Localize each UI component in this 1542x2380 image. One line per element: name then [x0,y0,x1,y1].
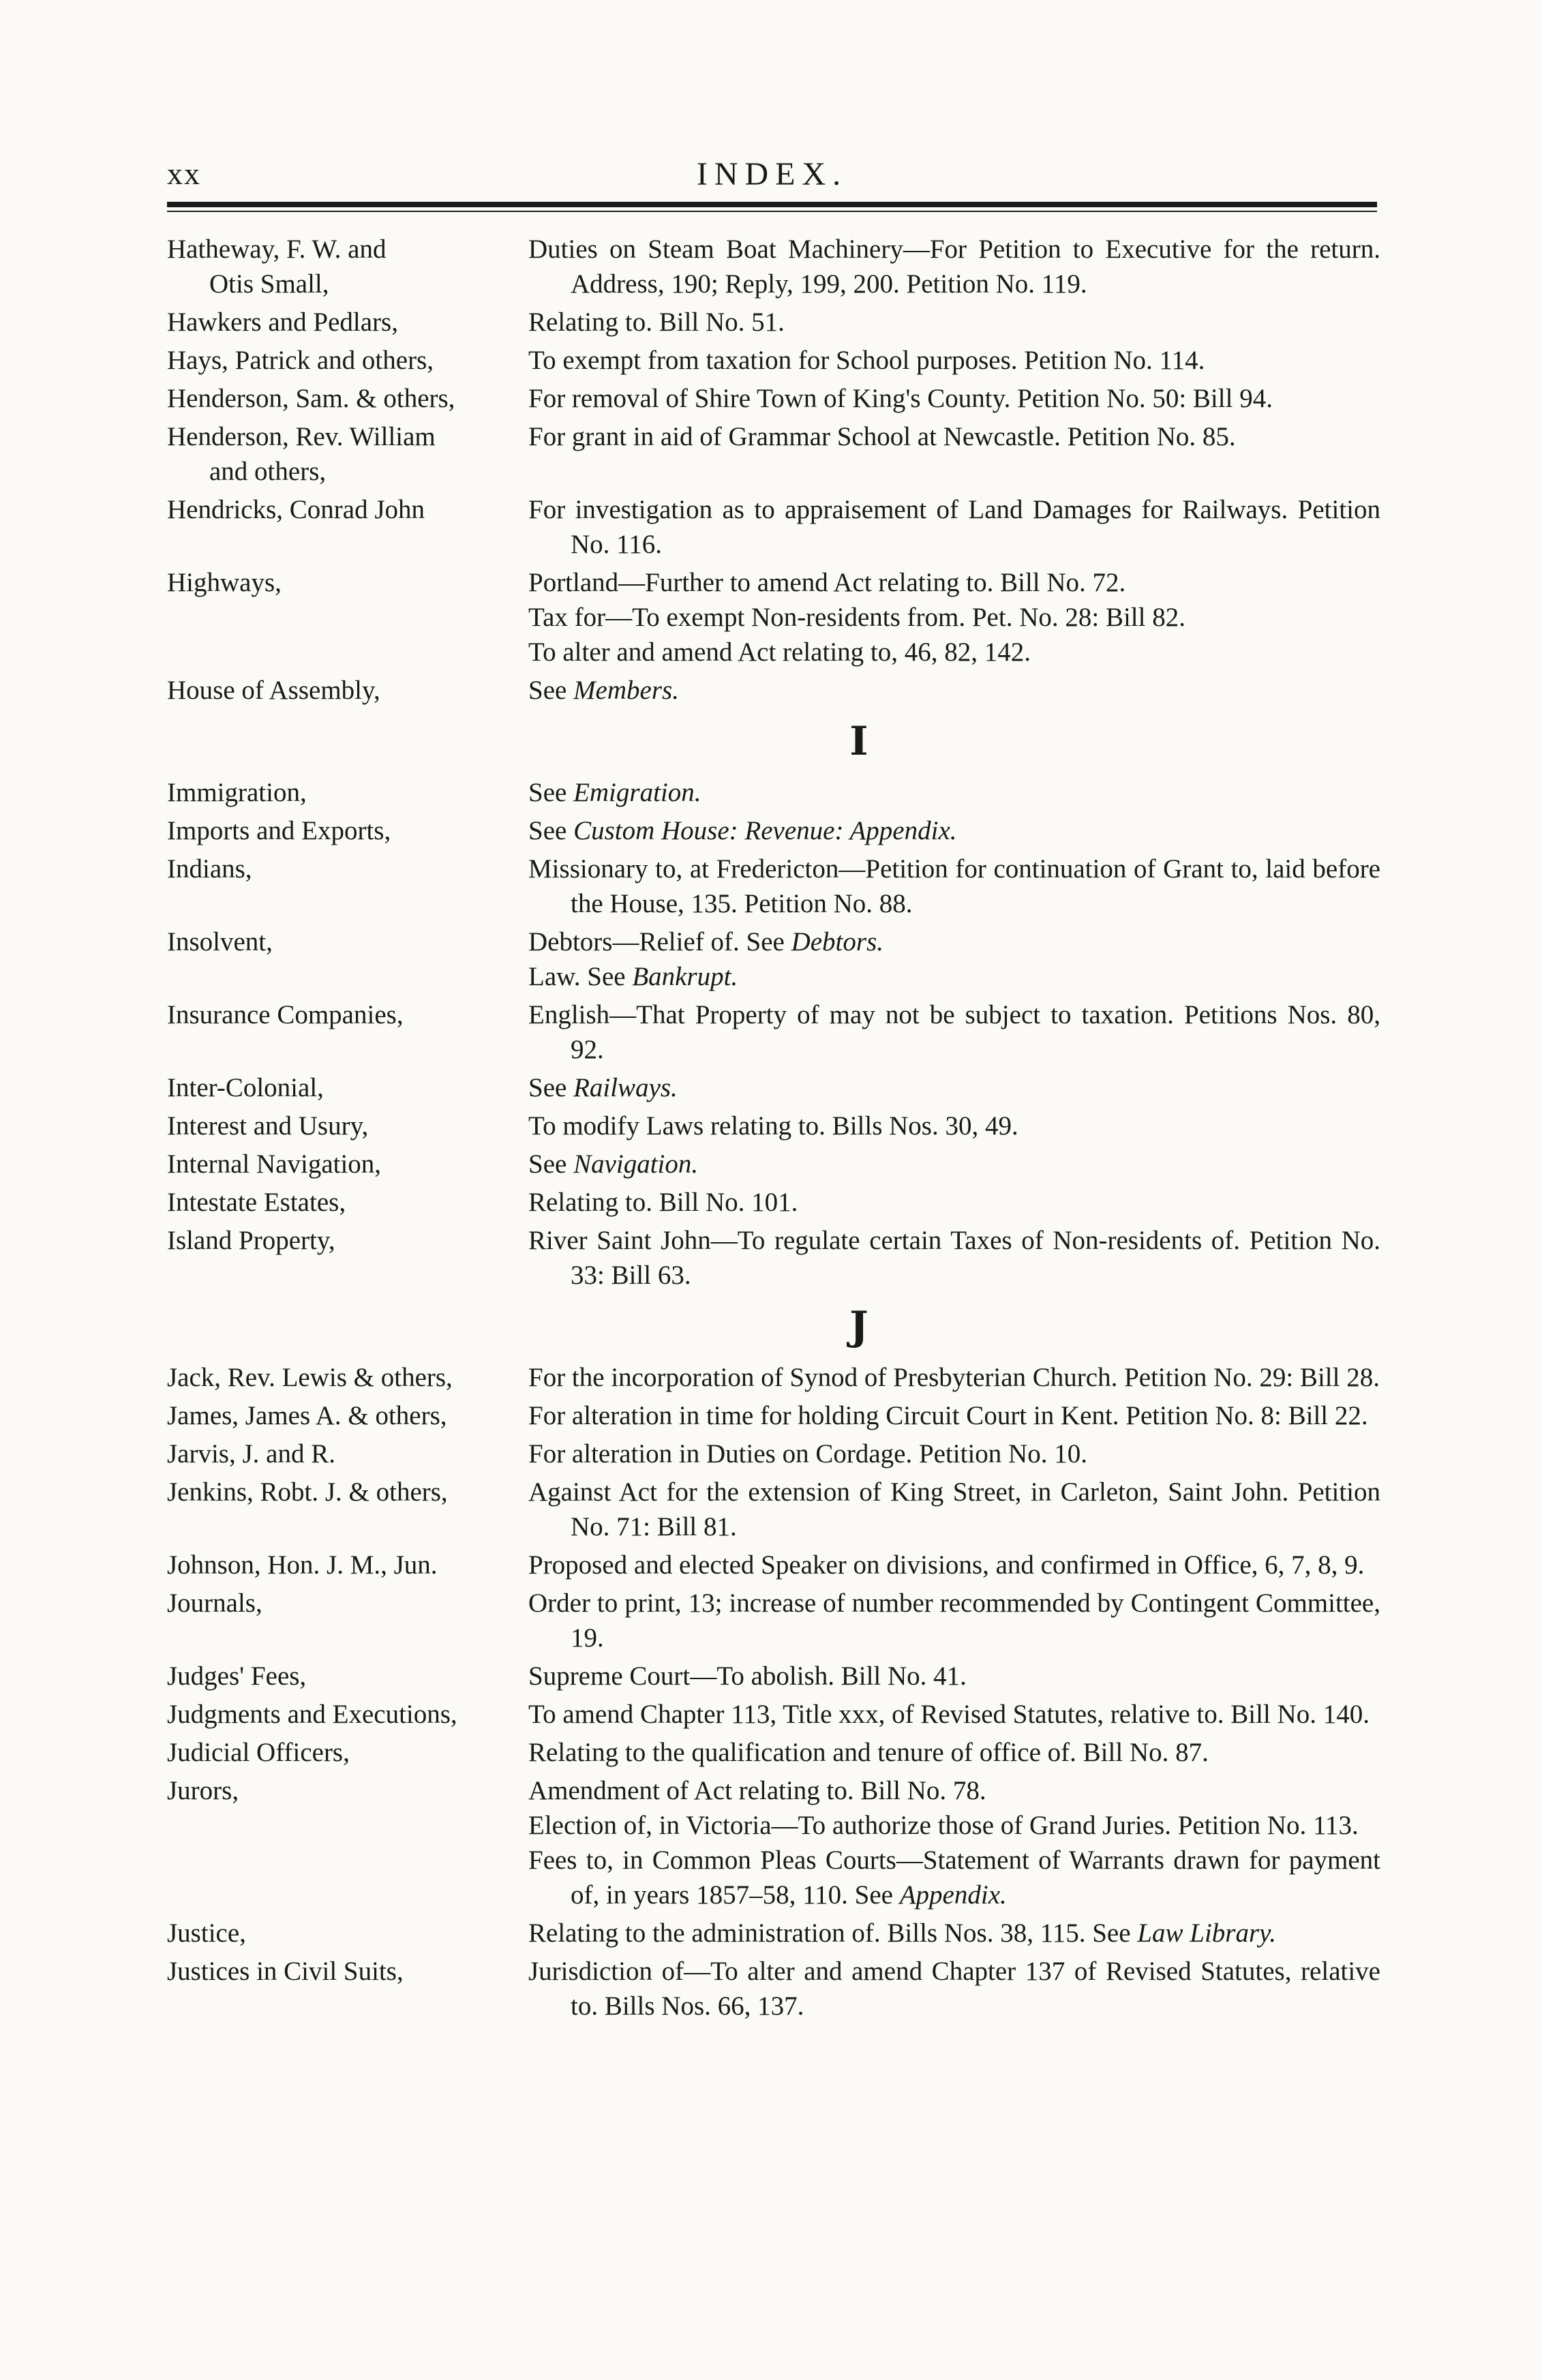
entry-line [528,1735,1380,1770]
entry-description [528,305,1380,340]
entry-heading [167,419,528,489]
entry-text: See [528,778,574,807]
entry-heading [167,1436,528,1471]
entry-description [528,1360,1380,1395]
entry-text: Against Act for the extension of King Street, in Carleton, Saint John. Petition No. 71: Bill 81. [528,1477,1380,1541]
entry-description [528,775,1380,810]
entry-line [528,775,1380,810]
entry-heading-line: Hays, Patrick and others, [167,346,434,375]
entry-heading-line: Justice, [167,1918,246,1948]
entry-description [528,1436,1380,1471]
entry-heading-line: Insurance Companies, [167,1000,404,1029]
entry-text: To modify Laws relating to. Bills Nos. 30, 49. [528,1111,1018,1141]
entry-heading-line: Johnson, Hon. J. M., Jun. [167,1550,438,1580]
entry-heading [167,305,528,340]
entry-description [528,997,1380,1067]
index-entry [167,1773,1380,1912]
index-entry [167,1697,1380,1732]
entry-heading [167,492,528,562]
index-entry [167,1223,1380,1293]
entry-text: See [528,676,574,705]
entry-text: To amend Chapter 113, Title xxx, of Revised Statutes, relative to. Bill No. 140. [528,1700,1370,1729]
entry-text: Law. See [528,962,633,991]
entry-heading [167,1773,528,1912]
entry-text: English—That Property of may not be subject to taxation. Petitions Nos. 80, 92. [528,1000,1380,1064]
entry-line [528,232,1380,301]
entry-description [528,1916,1380,1950]
entry-line [528,1916,1380,1950]
entry-text: See [528,816,574,845]
entry-line [528,1070,1380,1105]
entry-heading-line: Island Property, [167,1226,335,1255]
entry-text: To alter and amend Act relating to, 46, 82, 142. [528,637,1031,667]
entry-heading-line: House of Assembly, [167,676,380,705]
entry-description [528,381,1380,416]
entry-text: Proposed and elected Speaker on divisions, and confirmed in Office, 6, 7, 8, 9. [528,1550,1365,1580]
entry-heading [167,924,528,994]
entry-heading-line: Jenkins, Robt. J. & others, [167,1477,448,1507]
entry-description [528,924,1380,994]
entry-description [528,565,1380,669]
entry-description [528,492,1380,562]
entry-line [528,565,1380,600]
entry-cross-reference: Railways. [573,1073,678,1102]
index-entry [167,1916,1380,1950]
entry-text: Duties on Steam Boat Machinery—For Petition to Executive for the return. Address, 190; Reply, 199, 200. Petition No. 119. [528,235,1380,299]
entry-text: Portland—Further to amend Act relating to. Bill No. 72. [528,568,1126,597]
index-entry [167,1147,1380,1181]
entry-description [528,1223,1380,1293]
page-number: xx [167,156,201,191]
entry-heading [167,1147,528,1181]
entry-line [528,924,1380,959]
header-rule-thick [167,202,1377,207]
entry-line [528,1586,1380,1655]
entry-text: Debtors—Relief of. See [528,927,791,956]
entry-text: For removal of Shire Town of King's County. Petition No. 50: Bill 94. [528,384,1273,413]
entry-text: Missionary to, at Fredericton—Petition for continuation of Grant to, laid before the House, 135. Petition No. 88. [528,854,1380,918]
entry-heading-line: Hendricks, Conrad John [167,495,425,524]
index-entry [167,492,1380,562]
entry-heading-line: Henderson, Sam. & others, [167,384,455,413]
entry-cross-reference: Emigration. [573,778,701,807]
index-entry [167,852,1380,921]
entry-description [528,673,1380,708]
entry-heading [167,1548,528,1582]
entry-heading [167,1109,528,1143]
entry-heading-line: Interest and Usury, [167,1111,369,1141]
entry-heading-line: Hatheway, F. W. and [167,235,387,264]
entry-text: For grant in aid of Grammar School at Newcastle. Petition No. 85. [528,422,1236,451]
entry-text: Relating to the qualification and tenure of office of. Bill No. 87. [528,1738,1209,1767]
entry-description [528,1548,1380,1582]
index-entry [167,997,1380,1067]
entry-line [528,343,1380,378]
entry-line [528,1223,1380,1293]
entry-description [528,1735,1380,1770]
entry-line [528,635,1380,669]
entry-description [528,1586,1380,1655]
entry-heading [167,1475,528,1544]
entry-text: To exempt from taxation for School purposes. Petition No. 114. [528,346,1205,375]
entry-text: Tax for—To exempt Non-residents from. Pet. No. 28: Bill 82. [528,603,1185,632]
entry-text: See [528,1149,574,1179]
index-entry [167,565,1380,669]
entry-text: Relating to the administration of. Bills Nos. 38, 115. See [528,1918,1138,1948]
entry-text: River Saint John—To regulate certain Taxes of Non-residents of. Petition No. 33: Bill 63. [528,1226,1380,1290]
entry-description [528,1773,1380,1912]
index-entry [167,1475,1380,1544]
entry-heading [167,232,528,301]
entry-heading-line: Journals, [167,1588,262,1618]
entry-heading-line: Justices in Civil Suits, [167,1957,404,1986]
entry-line [528,1360,1380,1395]
index-entry [167,381,1380,416]
entry-description [528,419,1380,489]
entry-line [528,1773,1380,1808]
entry-heading [167,852,528,921]
entry-heading-line: Indians, [167,854,252,884]
entry-line [528,1185,1380,1220]
entry-heading [167,565,528,669]
index-entry [167,1398,1380,1433]
entry-heading-line: Jurors, [167,1776,239,1805]
index-entry [167,419,1380,489]
entry-cross-reference: Bankrupt. [632,962,738,991]
index-entry [167,775,1380,810]
entry-description [528,813,1380,848]
index-entry [167,305,1380,340]
index-entry [167,673,1380,708]
entry-text: Election of, in Victoria—To authorize those of Grand Juries. Petition No. 113. [528,1811,1359,1840]
entry-line [528,419,1380,454]
entry-heading [167,1223,528,1293]
entry-heading-line: James, James A. & others, [167,1401,447,1430]
entry-text: See [528,1073,574,1102]
index-entry [167,1360,1380,1395]
entry-heading [167,997,528,1067]
entry-heading-line: Highways, [167,568,282,597]
entry-line [528,1475,1380,1544]
entry-text: Fees to, in Common Pleas Courts—Statement of Warrants drawn for payment of, in years 1857–58, 110. See [528,1846,1380,1910]
entry-description [528,343,1380,378]
entry-heading-line: Judgments and Executions, [167,1700,457,1729]
entry-heading [167,1398,528,1433]
entry-heading [167,813,528,848]
entry-description [528,1659,1380,1693]
entry-line [528,813,1380,848]
entry-line [528,1548,1380,1582]
entry-cross-reference: Debtors. [791,927,883,956]
entry-heading-line: Intestate Estates, [167,1188,346,1217]
entry-description [528,852,1380,921]
index-entry [167,1070,1380,1105]
index-entry [167,813,1380,848]
entry-heading-line: Henderson, Rev. William [167,422,436,451]
entry-heading [167,1360,528,1395]
entry-cross-reference: Custom House: Revenue: Appendix. [573,816,957,845]
entry-cross-reference: Members. [573,676,679,705]
entry-heading [167,673,528,708]
index-entry [167,1436,1380,1471]
entry-description [528,232,1380,301]
index-entry [167,1548,1380,1582]
index-entry [167,1954,1380,2023]
entry-line [528,1808,1380,1843]
entry-heading [167,1070,528,1105]
entry-line [528,1147,1380,1181]
entry-text: Relating to. Bill No. 51. [528,307,785,337]
entry-text: For the incorporation of Synod of Presbyterian Church. Petition No. 29: Bill 28. [528,1363,1380,1392]
entry-heading-line: Imports and Exports, [167,816,391,845]
entry-cross-reference: Law Library. [1137,1918,1277,1948]
page-header [167,155,1377,196]
section-letter: J [849,1303,868,1349]
entry-cross-reference: Appendix. [899,1880,1007,1910]
entry-text: For investigation as to appraisement of Land Damages for Railways. Petition No. 116. [528,495,1380,559]
entry-heading [167,381,528,416]
entry-heading-line: Jarvis, J. and R. [167,1439,335,1468]
entry-line [528,1109,1380,1143]
entry-heading-line: Jack, Rev. Lewis & others, [167,1363,453,1392]
index-entry [167,1659,1380,1693]
entry-heading-line: Otis Small, [209,269,329,299]
entry-line [528,600,1380,635]
entry-heading-line: Immigration, [167,778,307,807]
entry-heading-line: Internal Navigation, [167,1149,382,1179]
entry-text: Relating to. Bill No. 101. [528,1188,798,1217]
entry-heading-line: Hawkers and Pedlars, [167,307,398,337]
entry-heading-line: Judicial Officers, [167,1738,350,1767]
entry-line [528,492,1380,562]
entry-description [528,1070,1380,1105]
entry-heading-line: Inter-Colonial, [167,1073,324,1102]
entry-heading [167,775,528,810]
header-rule-thin [167,211,1377,212]
entry-heading-line: Insolvent, [167,927,273,956]
entry-line [528,305,1380,340]
section-letter: I [849,718,868,764]
entry-heading [167,1954,528,2023]
index-entry [167,232,1380,301]
entry-line [528,673,1380,708]
page-title: INDEX. [696,156,848,192]
index-entry [167,343,1380,378]
entry-description [528,1109,1380,1143]
entry-text: Jurisdiction of—To alter and amend Chapter 137 of Revised Statutes, relative to. Bills Nos. 66, 137. [528,1957,1380,2021]
entry-text: Supreme Court—To abolish. Bill No. 41. [528,1661,967,1691]
entry-text: For alteration in time for holding Circuit Court in Kent. Petition No. 8: Bill 22. [528,1401,1368,1430]
entry-heading [167,343,528,378]
entry-cross-reference: Navigation. [573,1149,699,1179]
entry-line [528,1954,1380,2023]
index-entry [167,1735,1380,1770]
entry-description [528,1697,1380,1732]
entry-heading-line: Judges' Fees, [167,1661,307,1691]
entry-description [528,1475,1380,1544]
entry-heading [167,1586,528,1655]
entry-line [528,381,1380,416]
entry-line [528,959,1380,994]
index-entry [167,924,1380,994]
entry-line [528,1398,1380,1433]
entry-heading [167,1735,528,1770]
entry-text: For alteration in Duties on Cordage. Petition No. 10. [528,1439,1087,1468]
index-entry [167,1185,1380,1220]
entry-line [528,1659,1380,1693]
entry-text: Order to print, 13; increase of number recommended by Contingent Committee, 19. [528,1588,1380,1653]
entry-line [528,1697,1380,1732]
index-entries [167,232,1380,2027]
entry-line [528,852,1380,921]
entry-line [528,1436,1380,1471]
entry-heading [167,1697,528,1732]
entry-description [528,1185,1380,1220]
entry-description [528,1954,1380,2023]
entry-heading-line: and others, [209,457,327,486]
entry-heading [167,1185,528,1220]
entry-heading [167,1916,528,1950]
entry-heading [167,1659,528,1693]
index-entry [167,1586,1380,1655]
entry-line [528,997,1380,1067]
entry-line [528,1843,1380,1912]
entry-text: Amendment of Act relating to. Bill No. 78. [528,1776,986,1805]
entry-description [528,1147,1380,1181]
index-entry [167,1109,1380,1143]
entry-description [528,1398,1380,1433]
